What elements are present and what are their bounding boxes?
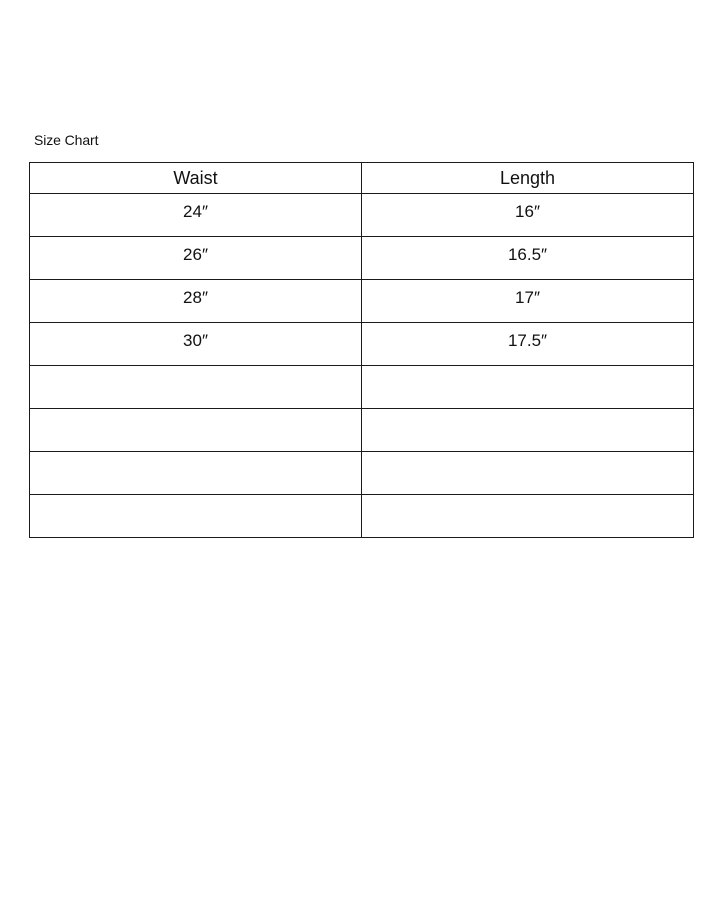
cell-waist xyxy=(30,409,362,452)
page-title: Size Chart xyxy=(34,132,99,148)
cell-length: 17″ xyxy=(362,280,694,323)
cell-length: 17.5″ xyxy=(362,323,694,366)
size-chart-table xyxy=(29,162,694,538)
table-row xyxy=(30,409,694,452)
cell-waist: 28″ xyxy=(30,280,362,323)
cell-length xyxy=(362,366,694,409)
table-row xyxy=(30,237,694,280)
cell-waist: 26″ xyxy=(30,237,362,280)
table-row xyxy=(30,194,694,237)
table-row xyxy=(30,366,694,409)
table-row xyxy=(30,452,694,495)
table-row xyxy=(30,323,694,366)
cell-length: 16″ xyxy=(362,194,694,237)
cell-length xyxy=(362,495,694,538)
cell-waist: 30″ xyxy=(30,323,362,366)
cell-waist xyxy=(30,366,362,409)
cell-waist: 24″ xyxy=(30,194,362,237)
cell-length xyxy=(362,452,694,495)
cell-length: 16.5″ xyxy=(362,237,694,280)
table-header-row xyxy=(30,163,694,194)
cell-length xyxy=(362,409,694,452)
header-length: Length xyxy=(362,163,694,194)
table-row xyxy=(30,495,694,538)
table-row xyxy=(30,280,694,323)
cell-waist xyxy=(30,495,362,538)
header-waist: Waist xyxy=(30,163,362,194)
cell-waist xyxy=(30,452,362,495)
